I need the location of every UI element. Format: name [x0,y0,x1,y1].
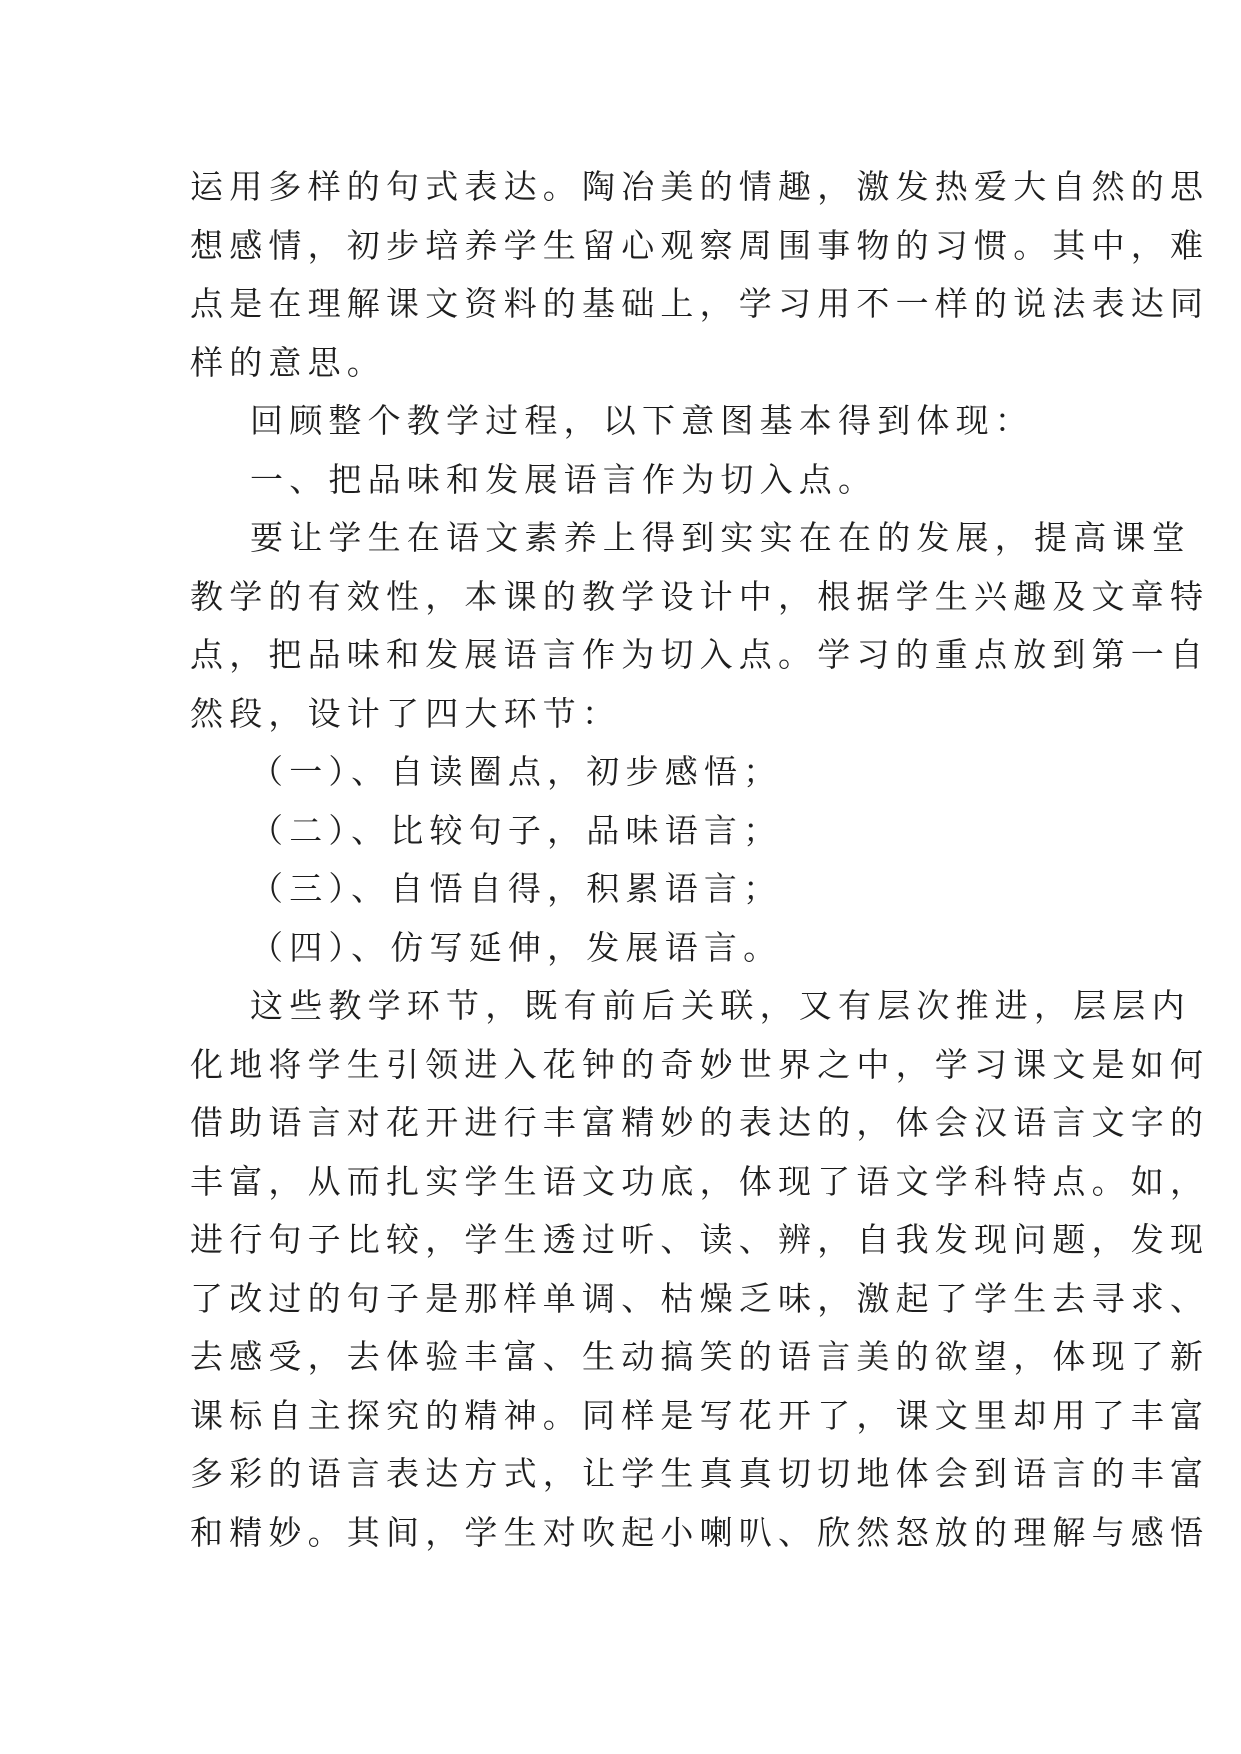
text-line: （三）、自悟自得，积累语言； [250,869,783,908]
text-line: 化地将学生引领进入花钟的奇妙世界之中，学习课文是如何 [190,1044,1210,1084]
text-line: 点，把品味和发展语言作为切入点。学习的重点放到第一自 [190,635,1210,674]
text-line: 多彩的语言表达方式，让学生真真切切地体会到语言的丰富 [190,1454,1210,1493]
text-line: 进行句子比较，学生透过听、读、辨，自我发现问题，发现 [190,1220,1210,1259]
text-line: 一、把品味和发展语言作为切入点。 [250,459,878,499]
text-line: 回顾整个教学过程，以下意图基本得到体现： [250,401,1034,440]
text-line: 点是在理解课文资料的基础上，学习用不一样的说法表达同 [190,284,1210,323]
text-line: 去感受，去体验丰富、生动搞笑的语言美的欲望，体现了新 [190,1337,1210,1376]
text-line: 借助语言对花开进行丰富精妙的表达的，体会汉语言文字的 [190,1103,1210,1142]
text-line: 样的意思。 [190,342,386,382]
text-line: 和精妙。其间，学生对吹起小喇叭、欣然怒放的理解与感悟 [190,1512,1210,1552]
text-line: （一）、自读圈点，初步感悟； [250,752,783,791]
text-line: 丰富，从而扎实学生语文功底，体现了语文学科特点。如， [190,1161,1210,1201]
text-line: 想感情，初步培养学生留心观察周围事物的习惯。其中，难 [190,225,1210,265]
text-line: 课标自主探究的精神。同样是写花开了，课文里却用了丰富 [190,1395,1210,1435]
text-line: 这些教学环节，既有前后关联，又有层次推进，层层内 [250,986,1191,1025]
document-body [190,158,1210,1562]
text-line: 要让学生在语文素养上得到实实在在的发展，提高课堂 [250,518,1191,557]
text-line: 教学的有效性，本课的教学设计中，根据学生兴趣及文章特 [190,576,1210,616]
text-line: 运用多样的句式表达。陶冶美的情趣，激发热爱大自然的思 [190,167,1210,206]
text-line: （四）、仿写延伸，发展语言。 [250,927,783,967]
text-line: 然段，设计了四大环节： [190,693,622,733]
text-line: （二）、比较句子，品味语言； [250,810,783,850]
text-line: 了改过的句子是那样单调、枯燥乏味，激起了学生去寻求、 [190,1278,1210,1318]
